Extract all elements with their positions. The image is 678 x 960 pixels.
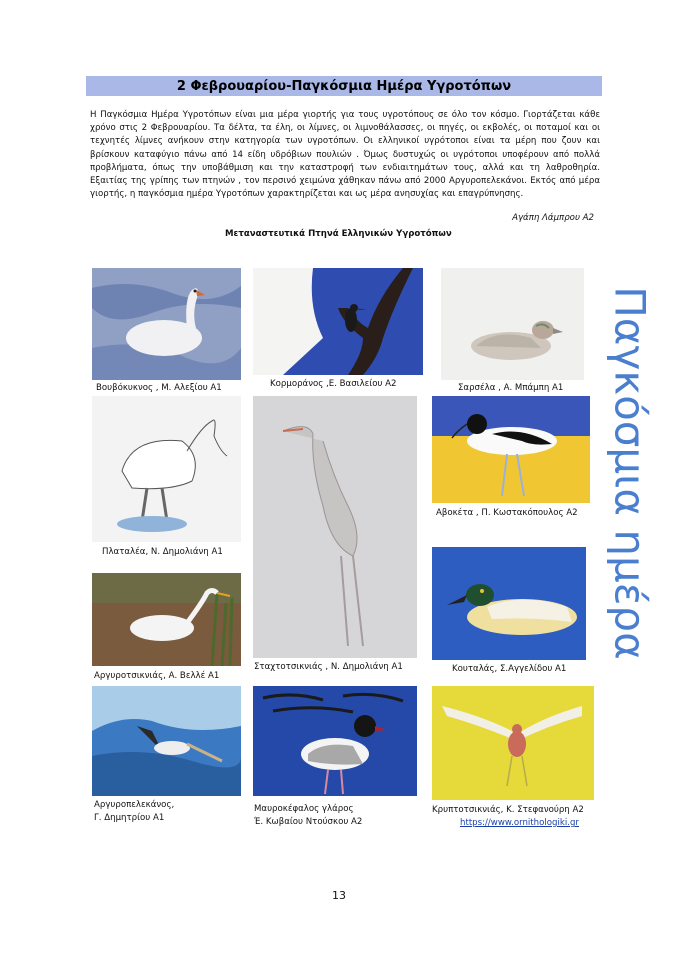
cormorant-drawing — [253, 268, 423, 375]
ornithologiki-link[interactable]: https://www.ornithologiki.gr — [460, 818, 579, 828]
page-title-banner — [86, 76, 602, 96]
caption-bittern: Κρυπτοτσικνιάς, Κ. Στεφανούρη Α2 — [432, 805, 584, 815]
swan-drawing — [92, 268, 241, 380]
gallery-subtitle: Μεταναστευτικά Πτηνά Ελληνικών Υγροτόπων — [225, 229, 452, 239]
caption-pelican-line1: Αργυροπελεκάνος, — [94, 800, 175, 810]
article-body: Η Παγκόσμια Ημέρα Υγροτόπων είναι μια μέρα γιορτής για τους υγροτόπους σε όλο τον κόσμο. Γιορτάζεται κάθε χρόνο στις 2 Φεβρουαρίου. Τα δέλτα, τα έλη, οι λίμνες, οι λιμνοθάλασσες, οι πηγές, οι εκβολές, οι ποταμοί και οι τεχνητές λίμνες ανήκουν στην κατηγορία των υγροτόπων. Οι ελληνικοί υγρότοποι είναι τα μέρη που ζουν και βρίσκουν καταφύγιο πάνω από 14 είδη υδρόβιων πουλιών . Όμως δυστυχώς οι υγρότοποι υποφέρουν από πολλά προβλήματα, όπως την υποβάθμιση και την καταστροφή των ενδιαιτημάτων τους, αλλά και τη λαθροθηρία. Εξαιτίας της γρίπης των πτηνών , τον περσινό χειμώνα χάθηκαν πάνω από 2000 Αργυροπελεκάνοι. Εκτός από μέρα γιορτής, η παγκόσμια ημέρα Υγροτόπων χαρακτηρίζεται και ως μέρα ανησυχίας και επαγρύπνησης. — [90, 110, 600, 200]
pelican-drawing — [92, 686, 241, 796]
avocet-drawing — [432, 396, 590, 503]
side-banner-text: Παγκόσμια ημέρα — [605, 285, 655, 660]
caption-heron: Σταχτοτσικνιάς , Ν. Δημολιάνη Α1 — [254, 662, 403, 672]
shoveler-drawing — [432, 547, 586, 660]
teal-drawing — [441, 268, 584, 380]
bittern-drawing — [432, 686, 594, 800]
caption-gull-line1: Μαυροκέφαλος γλάρος — [254, 804, 354, 814]
caption-spoonbill: Πλαταλέα, Ν. Δημολιάνη Α1 — [102, 547, 223, 557]
gull-drawing — [253, 686, 417, 796]
caption-teal: Σαρσέλα , Α. Μπάμπη Α1 — [458, 383, 564, 393]
caption-gull-line2: Έ. Κωβαίου Ντούσκου Α2 — [254, 817, 363, 827]
article-author: Αγάπη Λάμπρου Α2 — [512, 213, 594, 223]
side-banner — [600, 285, 660, 660]
egret-drawing — [92, 573, 241, 666]
caption-pelican-line2: Γ. Δημητρίου Α1 — [94, 813, 165, 823]
caption-swan: Βουβόκυκνος , Μ. Αλεξίου Α1 — [96, 383, 222, 393]
caption-shoveler: Κουταλάς, Σ.Αγγελίδου Α1 — [452, 664, 567, 674]
spoonbill-drawing — [92, 396, 241, 542]
page-number: 13 — [332, 889, 346, 902]
heron-drawing — [253, 396, 417, 658]
caption-egret: Αργυροτσικνιάς, Α. Βελλέ Α1 — [94, 671, 220, 681]
caption-cormorant: Κορμοράνος ,Ε. Βασιλείου Α2 — [270, 379, 397, 389]
page-title: 2 Φεβρουαρίου-Παγκόσμια Ημέρα Υγροτόπων — [176, 78, 512, 94]
caption-avocet: Αβοκέτα , Π. Κωστακόπουλος Α2 — [436, 508, 578, 518]
